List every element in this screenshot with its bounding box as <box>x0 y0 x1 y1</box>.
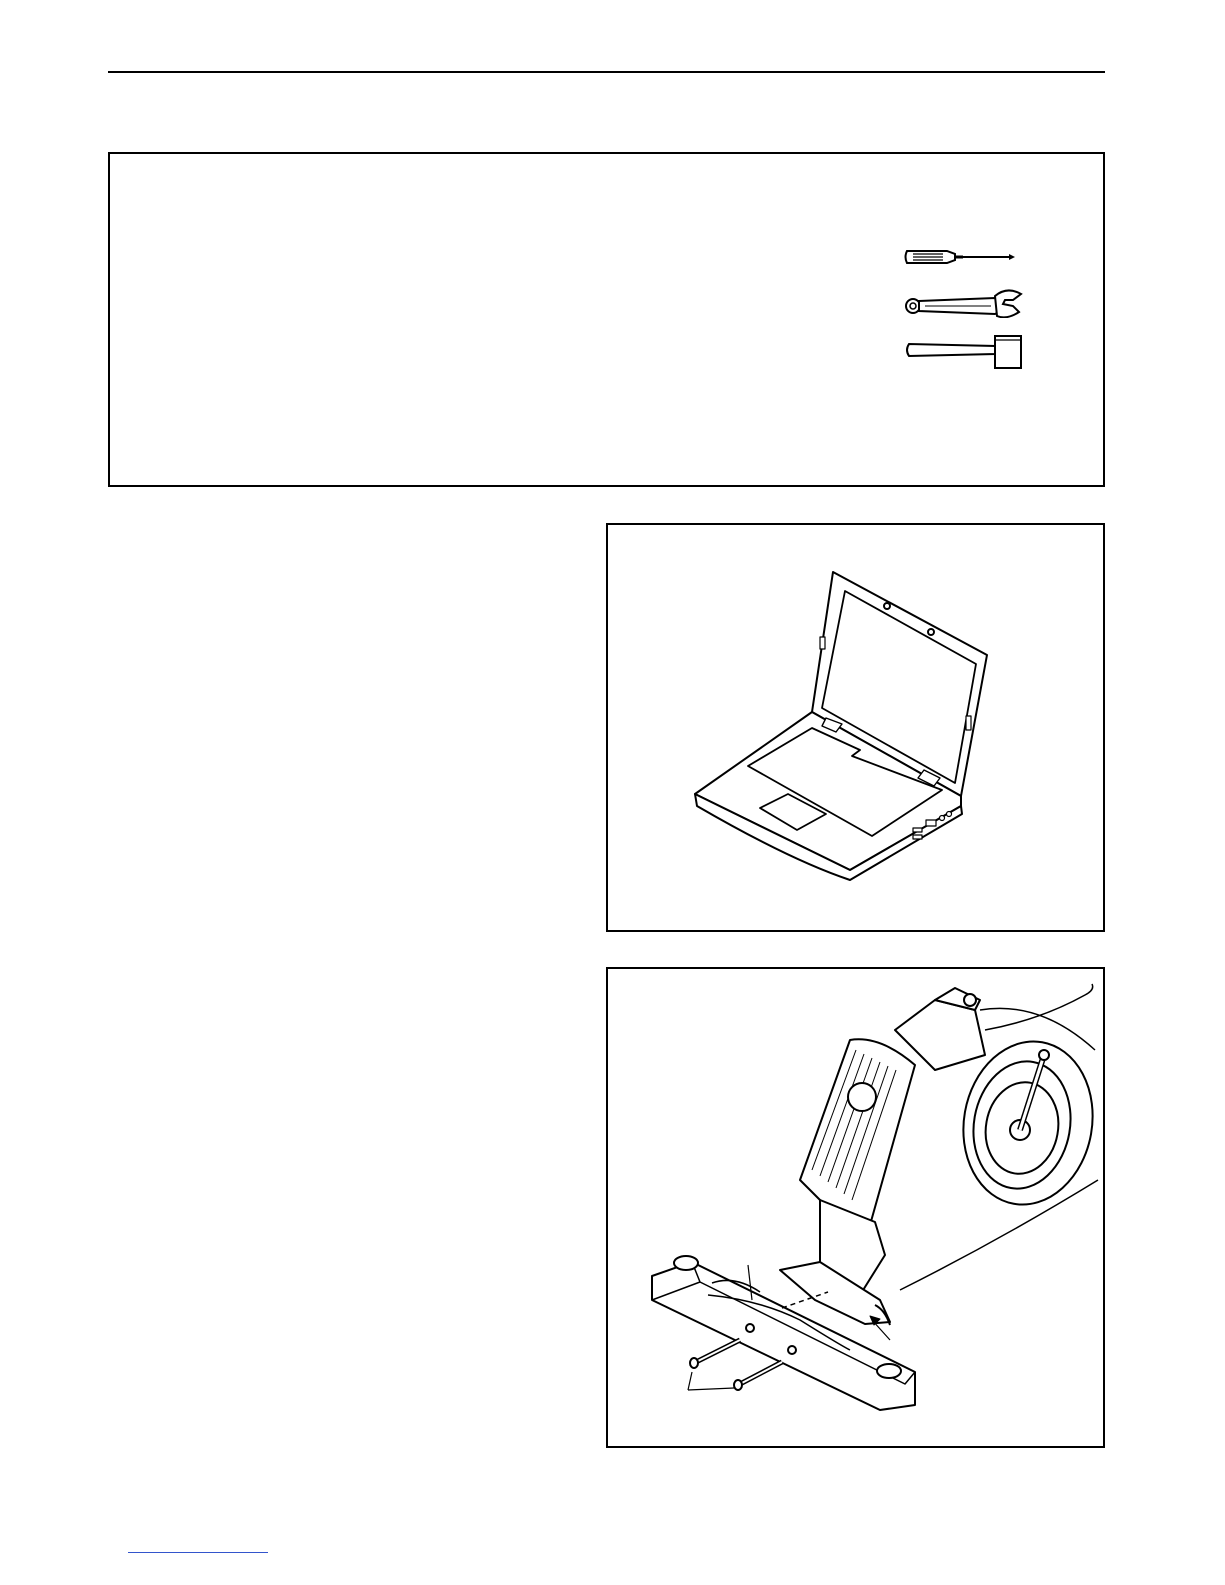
screwdriver-icon <box>903 246 1018 268</box>
assembly-figure-box <box>606 967 1105 1448</box>
adjustable-wrench-icon <box>903 288 1028 318</box>
footer-link-underline[interactable] <box>128 1552 268 1553</box>
laptop-figure-box <box>606 523 1105 932</box>
tools-box <box>108 152 1105 487</box>
header-rule <box>108 71 1105 73</box>
rubber-mallet-icon <box>903 332 1023 372</box>
